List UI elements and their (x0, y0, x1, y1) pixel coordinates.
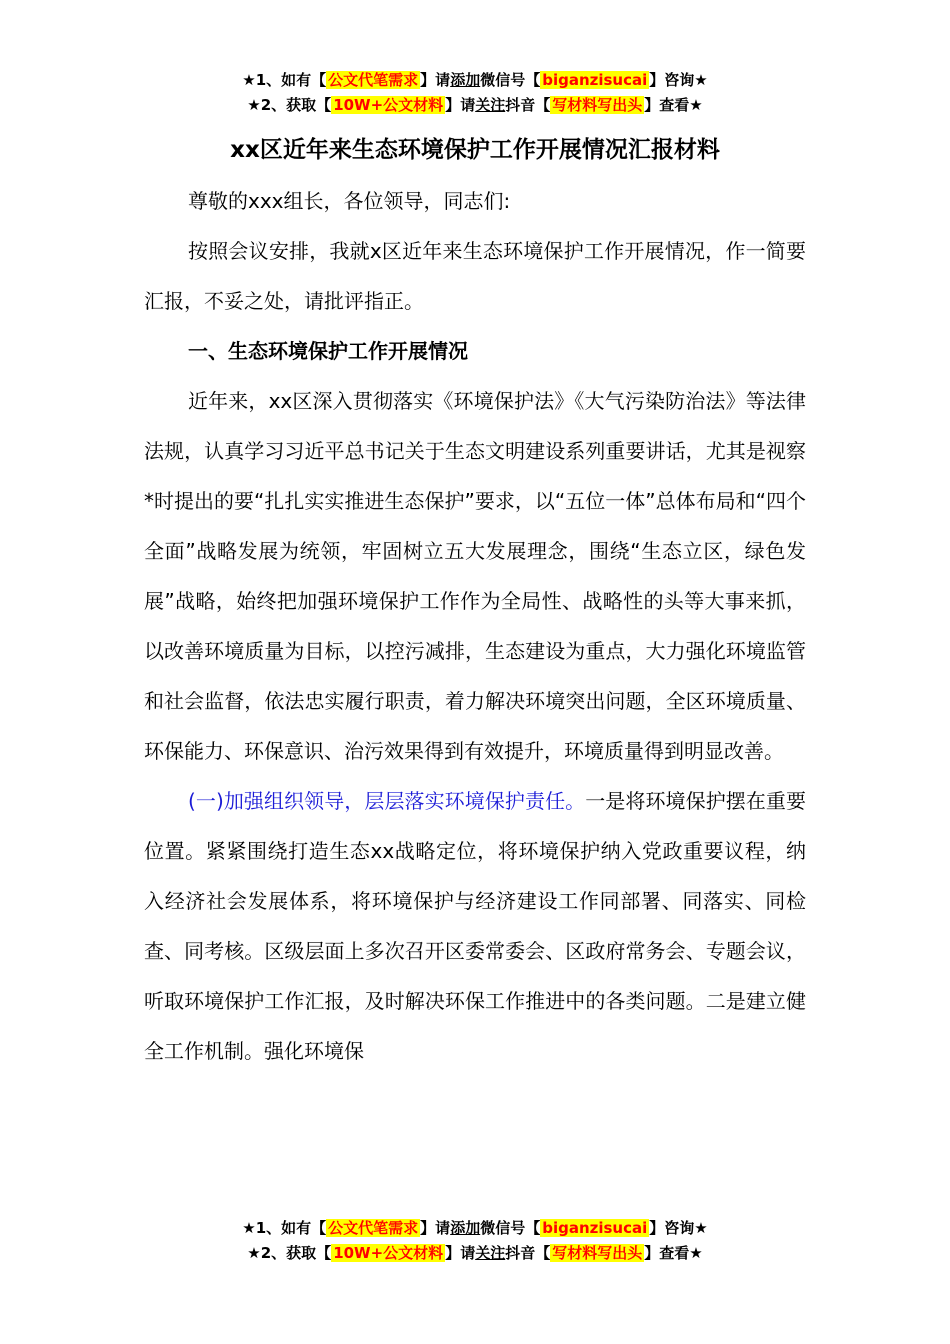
banner-text: ★1、如有【 (242, 1219, 327, 1237)
banner-line-1 (0, 1216, 950, 1241)
banner-highlight: 写材料写出头 (552, 96, 643, 114)
banner-underlined: 关注 (475, 96, 506, 114)
document-title: xx区近年来生态环境保护工作开展情况汇报材料 (230, 137, 720, 163)
subsection-title: (一)加强组织领导，层层落实环境保护责任。 (188, 789, 586, 813)
banner-line-1 (0, 68, 950, 93)
banner-text: ★2、获取【 (247, 96, 332, 114)
banner-highlight: 公文代笔需求 (328, 1219, 419, 1237)
salutation: 尊敬的xxx组长，各位领导，同志们: (188, 189, 511, 213)
body-paragraph: 近年来，xx区深入贯彻落实《环境保护法》《大气污染防治法》等法律法规，认真学习习近平总书记关于生态文明建设系列重要讲话，尤其是视察*时提出的要“扎扎实实推进生态保护”要求，以“五位一体”总体布局和“四个全面”战略发展为统领，牢固树立五大发展理念，围绕“生态立区，绿色发展”战略，始终把加强环境保护工作作为全局性、战略性的头等大事来抓，以改善环境质量为目标，以控污减排，生态建设为重点，大力强化环境监管和社会监督，依法忠实履行职责，着力解决环境突出问题，全区环境质量、环保能力、环保意识、治污效果得到有效提升，环境质量得到明显改善。 (144, 389, 806, 763)
banner-text: 】请 (420, 1219, 451, 1237)
banner-highlight: biganzisucai (542, 1219, 648, 1237)
banner-highlight: biganzisucai (542, 71, 648, 89)
subsection-body: 一是将环境保护摆在重要位置。紧紧围绕打造生态xx战略定位，将环境保护纳入党政重要议程，纳入经济社会发展体系，将环境保护与经济建设工作同部署、同落实、同检查、同考核。区级层面上多次召开区委常委会、区政府常务会、专题会议，听取环境保护工作汇报，及时解决环保工作推进中的各类问题。二是建立健全工作机制。强化环境保 (144, 789, 807, 1063)
banner-text: 微信号【 (480, 1219, 541, 1237)
banner-underlined: 添加 (450, 71, 481, 89)
banner-text: 】查看★ (644, 1244, 703, 1262)
banner-underlined: 关注 (475, 1244, 506, 1262)
banner-text: 】咨询★ (649, 71, 708, 89)
banner-line-2 (0, 1241, 950, 1266)
banner-text: 抖音【 (505, 96, 551, 114)
banner-highlight: 公文代笔需求 (328, 71, 419, 89)
banner-highlight: 10W+公文材料 (333, 1244, 444, 1262)
banner-text: 】咨询★ (649, 1219, 708, 1237)
footer-banner (0, 1216, 950, 1266)
intro-paragraph: 按照会议安排，我就x区近年来生态环境保护工作开展情况，作一简要汇报，不妥之处，请批评指正。 (144, 239, 806, 313)
banner-text: 】查看★ (644, 96, 703, 114)
subsection-paragraph (144, 776, 806, 1076)
header-banner (0, 68, 950, 118)
banner-line-2 (0, 93, 950, 118)
banner-underlined: 添加 (450, 1219, 481, 1237)
banner-text: 】请 (445, 1244, 476, 1262)
banner-highlight: 写材料写出头 (552, 1244, 643, 1262)
banner-text: 】请 (445, 96, 476, 114)
banner-text: 】请 (420, 71, 451, 89)
banner-text: ★1、如有【 (242, 71, 327, 89)
banner-highlight: 10W+公文材料 (333, 96, 444, 114)
section-heading: 一、生态环境保护工作开展情况 (188, 339, 468, 363)
banner-text: 抖音【 (505, 1244, 551, 1262)
document-body (144, 128, 806, 1076)
banner-text: ★2、获取【 (247, 1244, 332, 1262)
banner-text: 微信号【 (480, 71, 541, 89)
